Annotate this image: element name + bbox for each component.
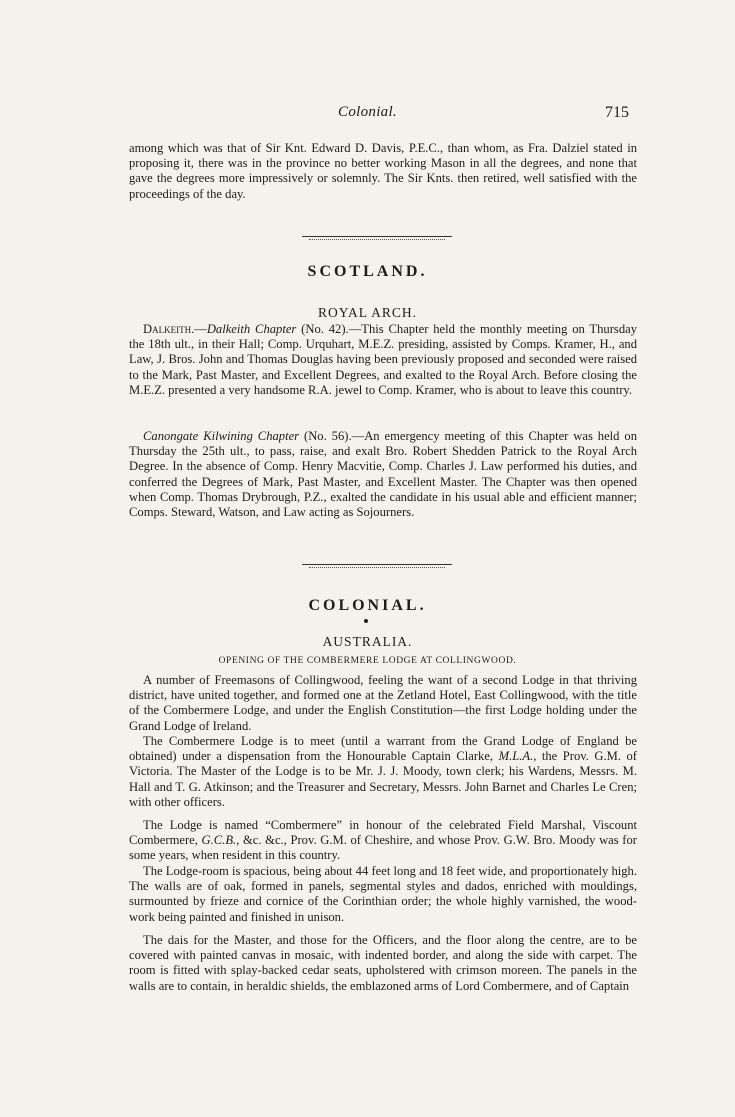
chapter-name: Dalkeith Chapter bbox=[206, 322, 297, 336]
page-number: 715 bbox=[605, 104, 629, 121]
running-title: Colonial. bbox=[338, 104, 397, 120]
ornament-dot bbox=[364, 619, 368, 623]
page-header bbox=[0, 104, 735, 126]
colonial-title: COLONIAL. bbox=[308, 597, 427, 614]
article-heading: OPENING OF THE COMBERMERE LODGE AT COLLINGWOOD. bbox=[218, 656, 517, 666]
section-divider bbox=[0, 236, 735, 240]
colonial-paragraph-1: A number of Freemasons of Collingwood, feeling the want of a second Lodge in that thriving district, have united together, and formed one at the Zetland Hotel, East Collingwood, with the title of the Combermere Lodge, and under the English Constitution—the first Lodge holding under the Grand Lodge of Ireland. bbox=[129, 673, 637, 733]
section-divider bbox=[0, 564, 735, 568]
place-name: Dalkeith. bbox=[143, 322, 195, 336]
royal-arch-subtitle: ROYAL ARCH. bbox=[317, 305, 417, 320]
colonial-paragraph-4: The Lodge-room is spacious, being about 44 feet long and 18 feet wide, and proportionately high. The walls are of oak, formed in panels, segmental styles and dados, enriched with mouldings, surmounted by frieze and cornice of the Corinthian order; the whole highly varnished, the wood-work being painted and finished in unison. bbox=[129, 864, 637, 924]
colonial-paragraph-5: The dais for the Master, and those for the Officers, and the floor along the centre, are to be covered with painted canvas in mosaic, with indented border, and along the side with carpet. The room is fitted with splay-backed cedar seats, upholstered with crimson moreen. The panels in the walls are to contain, in heraldic shields, the emblazoned arms of Lord Combermere, and of Captain bbox=[129, 933, 637, 993]
scotland-title: SCOTLAND. bbox=[307, 263, 428, 280]
canongate-paragraph: Canongate Kilwining Chapter (No. 56).—An emergency meeting of this Chapter was held on Thursday the 25th ult., to pass, raise, and exalt Bro. Robert Shedden Patrick to the Royal Arch Degree. In the absence of Comp. Henry Macvitie, Comp. Charles J. Law performed his duties, and conferred the Degrees of Mark, Past Master, and Excellent Master. The Chapter was then opened when Comp. Thomas Drybrough, P.Z., exalted the candidate in his usual able and efficient manner; Comps. Steward, Watson, and Law acting as Sojourners. bbox=[129, 429, 637, 520]
intro-paragraph: among which was that of Sir Knt. Edward D. Davis, P.E.C., than whom, as Fra. Dalziel stated in proposing it, there was in the province no better working Mason in all the degrees, and none that gave the degrees more impressively or solemnly. The Sir Knts. then retired, well satisfied with the proceedings of the day. bbox=[129, 141, 637, 201]
australia-subtitle: AUSTRALIA. bbox=[322, 634, 413, 649]
chapter-name: Canongate Kilwining Chapter bbox=[143, 429, 300, 443]
colonial-paragraph-2: The Combermere Lodge is to meet (until a warrant from the Grand Lodge of England be obtained) under a dispensation from the Honourable Captain Clarke, M.L.A., the Prov. G.M. of Victoria. The Master of the Lodge is to be Mr. J. J. Moody, town clerk; his Wardens, Messrs. M. Hall and T. G. Atkinson; and the Treasurer and Secretary, Messrs. John Barnet and Charles Le Cren; with other officers. bbox=[129, 734, 637, 809]
dalkeith-paragraph: Dalkeith.—Dalkeith Chapter (No. 42).—This Chapter held the monthly meeting on Thursday the 18th ult., in their Hall; Comp. Urquhart, M.E.Z. presiding, assisted by Comps. Kramer, H., and Law, J. Bros. John and Thomas Douglas having been previously proposed and seconded were raised to the Mark, Past Master, and Excellent Degrees, and exalted to the Royal Arch. Before closing the M.E.Z. presented a very handsome R.A. jewel to Comp. Kramer, who is about to leave this country. bbox=[129, 322, 638, 397]
colonial-paragraph-3: The Lodge is named “Combermere” in honour of the celebrated Field Marshal, Viscount Combermere, G.C.B., &c. &c., Prov. G.M. of Cheshire, and whose Prov. G.W. Bro. Moody was for some years, when resident in this country. bbox=[129, 818, 637, 863]
